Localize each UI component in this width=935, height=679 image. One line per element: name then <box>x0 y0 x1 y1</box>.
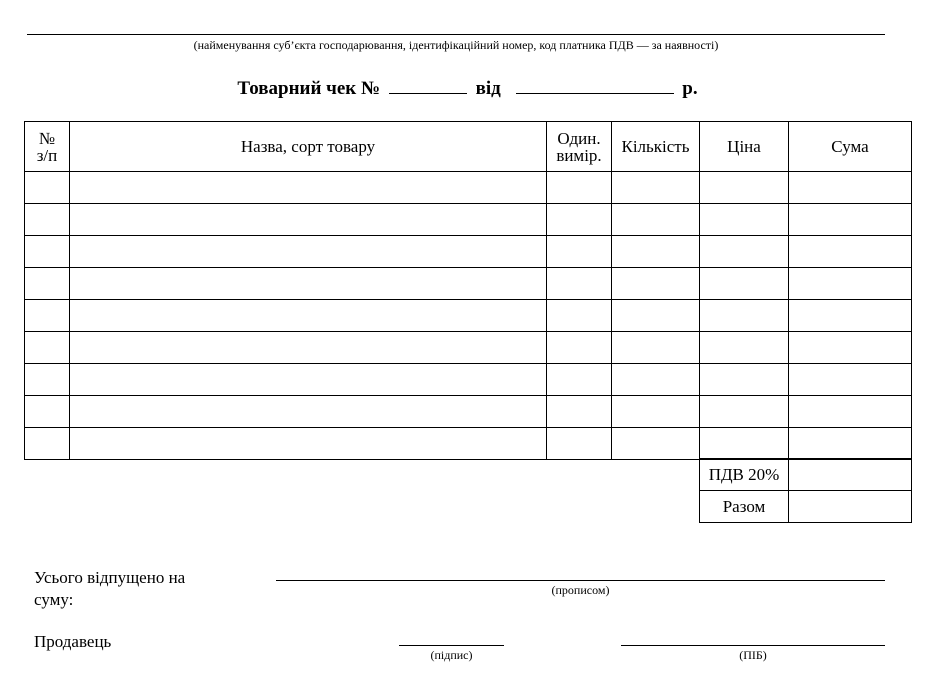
cell-name[interactable] <box>70 332 547 364</box>
vat-value[interactable] <box>789 459 912 491</box>
total-row <box>700 491 912 523</box>
cell-price[interactable] <box>700 396 789 428</box>
cell-unit[interactable] <box>547 172 612 204</box>
receipt-number-blank <box>389 75 467 94</box>
cell-sum[interactable] <box>789 300 912 332</box>
cell-price[interactable] <box>700 364 789 396</box>
cell-unit[interactable] <box>547 396 612 428</box>
cell-unit[interactable] <box>547 428 612 460</box>
cell-sum[interactable] <box>789 236 912 268</box>
cell-price[interactable] <box>700 172 789 204</box>
table-row <box>25 204 912 236</box>
cell-number[interactable] <box>25 332 70 364</box>
entity-name-caption: (найменування суб’єкта господарювання, ідентифікаційний номер, код платника ПДВ — за наявності) <box>193 38 719 52</box>
cell-price[interactable] <box>700 204 789 236</box>
cell-name[interactable] <box>70 236 547 268</box>
cell-unit[interactable] <box>547 332 612 364</box>
col-header-number: № з/п <box>25 122 70 172</box>
cell-number[interactable] <box>25 172 70 204</box>
goods-table <box>24 121 912 460</box>
table-row <box>25 172 912 204</box>
receipt-date-blank <box>516 75 674 94</box>
cell-name[interactable] <box>70 204 547 236</box>
cell-number[interactable] <box>25 268 70 300</box>
cell-unit[interactable] <box>547 300 612 332</box>
entity-name-line <box>27 34 885 35</box>
cell-sum[interactable] <box>789 204 912 236</box>
in-words-caption: (прописом) <box>551 583 610 597</box>
table-row <box>25 268 912 300</box>
col-header-sum: Сума <box>789 122 912 172</box>
cell-number[interactable] <box>25 300 70 332</box>
signature-caption: (підпис) <box>430 648 473 662</box>
cell-quantity[interactable] <box>612 300 700 332</box>
cell-price[interactable] <box>700 268 789 300</box>
cell-quantity[interactable] <box>612 204 700 236</box>
cell-unit[interactable] <box>547 236 612 268</box>
cell-sum[interactable] <box>789 172 912 204</box>
cell-unit[interactable] <box>547 204 612 236</box>
table-header-row <box>25 122 912 172</box>
cell-name[interactable] <box>70 172 547 204</box>
title-suffix: р. <box>682 78 698 99</box>
cell-unit[interactable] <box>547 268 612 300</box>
cell-sum[interactable] <box>789 364 912 396</box>
title-from: від <box>475 78 501 99</box>
table-row <box>25 364 912 396</box>
total-value[interactable] <box>789 491 912 523</box>
cell-quantity[interactable] <box>612 396 700 428</box>
vat-label: ПДВ 20% <box>700 459 789 491</box>
col-header-unit: Один. вимір. <box>547 122 612 172</box>
table-row <box>25 428 912 460</box>
title-prefix: Товарний чек № <box>237 78 381 99</box>
cell-number[interactable] <box>25 428 70 460</box>
cell-quantity[interactable] <box>612 332 700 364</box>
cell-quantity[interactable] <box>612 268 700 300</box>
cell-sum[interactable] <box>789 396 912 428</box>
cell-unit[interactable] <box>547 364 612 396</box>
cell-price[interactable] <box>700 236 789 268</box>
receipt-title <box>0 75 935 100</box>
cell-sum[interactable] <box>789 268 912 300</box>
cell-quantity[interactable] <box>612 236 700 268</box>
cell-name[interactable] <box>70 428 547 460</box>
cell-number[interactable] <box>25 364 70 396</box>
cell-price[interactable] <box>700 300 789 332</box>
cell-sum[interactable] <box>789 428 912 460</box>
col-header-price: Ціна <box>700 122 789 172</box>
cell-quantity[interactable] <box>612 172 700 204</box>
cell-name[interactable] <box>70 364 547 396</box>
table-row <box>25 300 912 332</box>
cell-price[interactable] <box>700 428 789 460</box>
total-label: Разом <box>700 491 789 523</box>
cell-name[interactable] <box>70 396 547 428</box>
vat-row <box>700 459 912 491</box>
cell-price[interactable] <box>700 332 789 364</box>
cell-quantity[interactable] <box>612 428 700 460</box>
cell-quantity[interactable] <box>612 364 700 396</box>
cell-number[interactable] <box>25 236 70 268</box>
col-header-name: Назва, сорт товару <box>70 122 547 172</box>
released-amount-label: Усього відпущено на суму: <box>34 568 186 609</box>
cell-name[interactable] <box>70 300 547 332</box>
col-header-quantity: Кількість <box>612 122 700 172</box>
table-row <box>25 236 912 268</box>
cell-number[interactable] <box>25 204 70 236</box>
totals-table <box>699 458 912 523</box>
cell-name[interactable] <box>70 268 547 300</box>
seller-label: Продавець <box>34 632 112 651</box>
name-caption: (ПІБ) <box>739 648 767 662</box>
signature-line[interactable] <box>399 645 504 646</box>
amount-in-words-line[interactable] <box>276 580 885 581</box>
table-row <box>25 396 912 428</box>
seller-name-line[interactable] <box>621 645 885 646</box>
cell-sum[interactable] <box>789 332 912 364</box>
table-row <box>25 332 912 364</box>
cell-number[interactable] <box>25 396 70 428</box>
